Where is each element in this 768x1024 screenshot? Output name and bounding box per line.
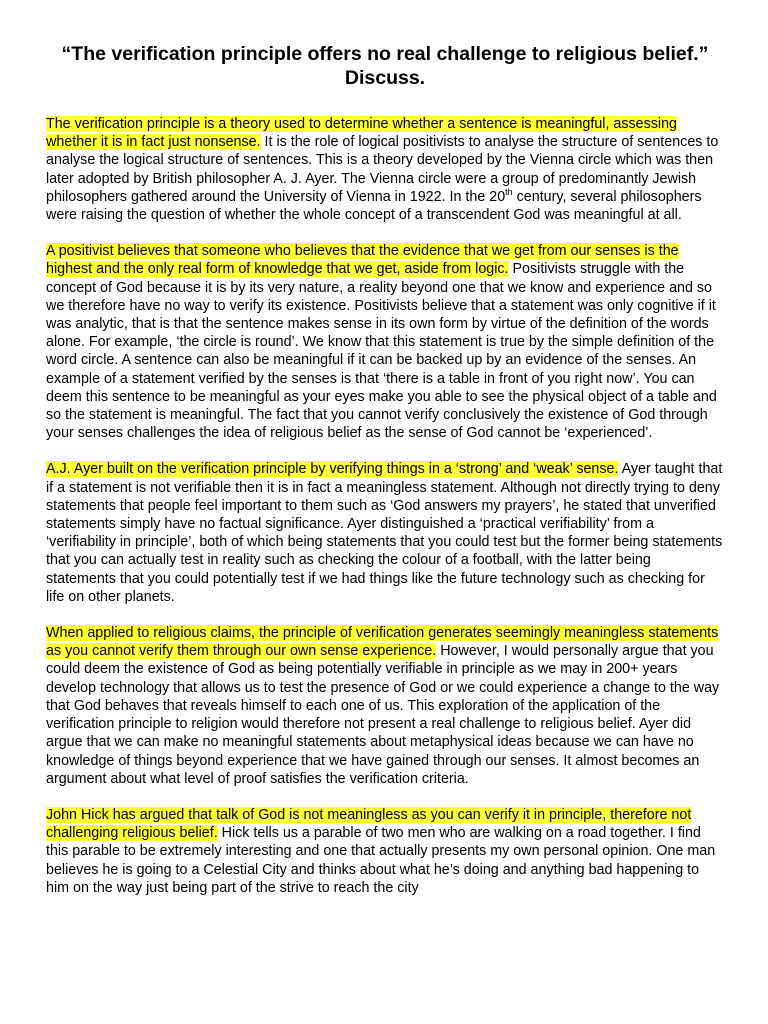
body-text: It is the role of logical positivists to analyse the structure of sentences to analyse the logical structure of sentences. This is a theory developed by the Vienna circle which was then later adopted by British philosopher A. J. Ayer. The Vienna circle were a group of predominantly Jewish philosophers gathered around the University of Vienna in 1922. In the 20 (46, 134, 719, 205)
highlighted-text: A.J. Ayer built on the verification principle by verifying things in a ‘strong’ and ‘weak’ sense. (46, 461, 619, 478)
paragraph (46, 242, 724, 442)
highlighted-text: John Hick has argued that talk of God is not meaningless as you can verify it in principle, therefore not challenging religious belief. (46, 806, 692, 842)
body-text: Ayer taught that if a statement is not verifiable then it is in fact a meaningless statement. Although not directly trying to deny statements that people feel important to them such as ‘God answers my prayers’, he stated that unverified statements simply have no factual significance. Ayer distinguished a ‘practical verifiability’ from a ‘verifiability in principle’, both of which being statements that you could test but the former being statements that you can actually test in reality such as checking the colour of a football, with the latter being statements that you could potentially test if we had things like the future technology such as checking for life on other planets. (46, 461, 723, 605)
paragraph (46, 806, 724, 897)
superscript-text: th (505, 187, 513, 198)
paragraph (46, 624, 724, 788)
body-text: Hick tells us a parable of two men who are walking on a road together. I find this parable to be extremely interesting and one that actually presents my own personal opinion. One man believes he is going to a Celestial City and thinks about what he’s doing and anything bad happening to him on the way just being part of the strive to reach the city (46, 825, 716, 896)
paragraph (46, 115, 724, 224)
essay-title: “The verification principle offers no real challenge to religious belief.” Discuss. (61, 43, 709, 89)
body-text: century, several philosophers were raising the question of whether the whole concept of a transcendent God was meaningful at all. (46, 188, 702, 224)
highlighted-text: When applied to religious claims, the principle of verification generates seemingly meaningless statements as you cannot verify them through our own sense experience. (46, 625, 719, 660)
highlighted-text: The verification principle is a theory used to determine whether a sentence is meaningful, assessing whether it is in fact just nonsense. (46, 116, 677, 151)
body-text: However, I would personally argue that you could deem the existence of God as being potentially verifiable in principle as we may in 200+ years develop technology that allows us to test the presence of God or we could experience a change to the way that God behaves that reveals himself to each one of us. This exploration of the application of the verification principle to religion would therefore not present a real challenge to religious belief. Ayer did argue that we can make no meaningful statements about metaphysical ideas because we can have no knowledge of things beyond experience that we have gained through our senses. It almost becomes an argument about what level of proof satisfies the verification criteria. (46, 643, 720, 787)
paragraph (46, 460, 724, 606)
essay-body (46, 115, 724, 897)
body-text: Positivists struggle with the concept of God because it is by its very nature, a reality beyond one that we know and experience and so we therefore have no way to verify its existence. Positivists believe that a statement was only cognitive if it was analytic, that is that the sentence makes sense in its own form by virtue of the definition of the words alone. For example, ‘the circle is round’. We know that this statement is true by the simple definition of the word circle. A sentence can also be meaningful if it can be backed up by an evidence of the senses. An example of a statement verified by the senses is that ‘there is a table in front of you right now’. You can deem this sentence to be meaningful as your eyes make you able to see the physical object of a table and so the statement is meaningful. The fact that you cannot verify conclusively the existence of God through your senses challenges the idea of religious belief as the sense of God cannot be ‘experienced’. (46, 261, 717, 442)
highlighted-text: A positivist believes that someone who believes that the evidence that we get from our senses is the highest and the only real form of knowledge that we get, aside from logic. (46, 243, 679, 278)
